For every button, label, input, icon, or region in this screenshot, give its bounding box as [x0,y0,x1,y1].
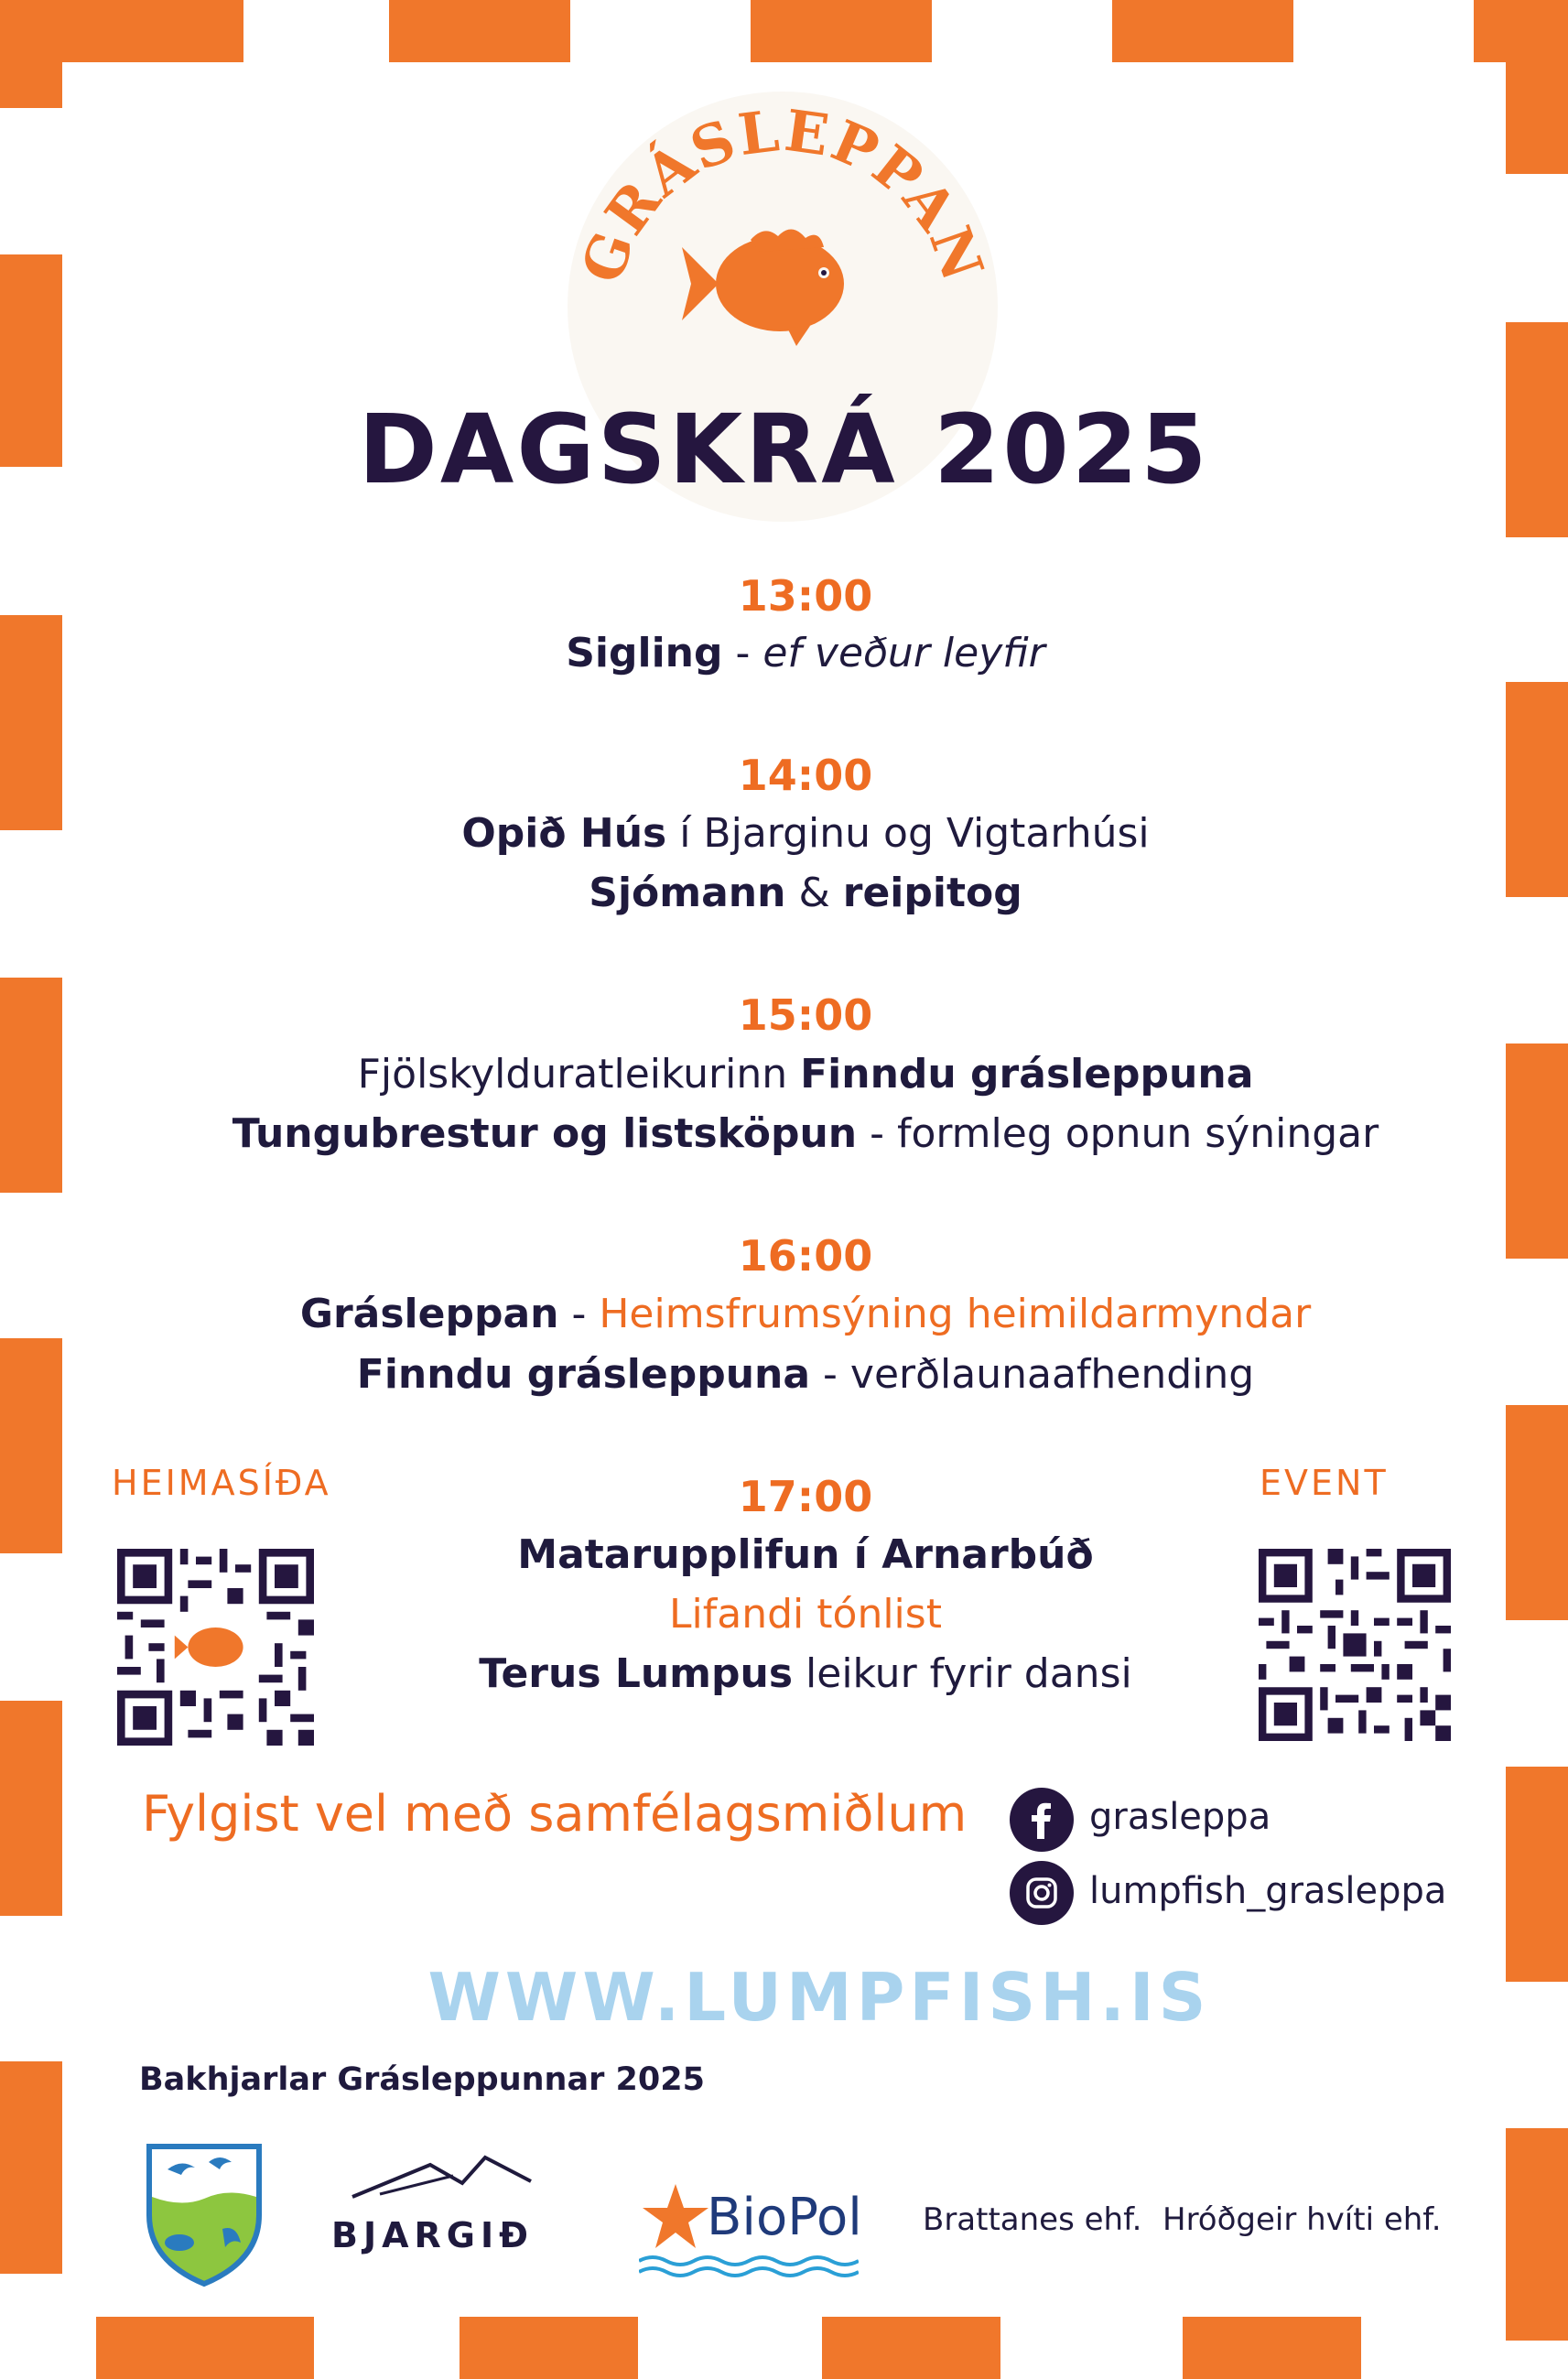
event-name: reipitog [842,870,1022,916]
time-slot-3: 15:00 [738,990,873,1040]
event-line [0,1051,1568,1098]
border-segment [0,1701,62,1916]
border-segment [0,0,62,108]
border-segment [822,2317,1000,2379]
instagram-handle[interactable]: lumpfish_grasleppa [1089,1870,1447,1912]
page-title: DAGSKRÁ 2025 [358,394,1210,505]
event-line [0,1110,1568,1157]
separator: & [785,870,843,916]
border-segment [1183,2317,1361,2379]
qr-code-homepage[interactable] [117,1549,314,1746]
event-name: Sigling [566,630,723,676]
event-line [0,870,1568,916]
event-detail: leikur fyrir dansi [793,1650,1132,1697]
qr-code-event[interactable] [1259,1549,1451,1741]
border-segment [96,2317,314,2379]
event-name: Opið Hús [461,810,667,857]
event-line [0,1351,1568,1398]
event-line [0,1291,1568,1337]
municipality-crest-icon [145,2142,264,2288]
event-line: Matarupplifun í Arnarbúð [517,1531,1094,1578]
event-line [0,810,1568,857]
event-detail: verðlaunaafhending [849,1351,1255,1398]
bjargid-wordmark: BJARGIÐ [331,2215,534,2255]
time-slot-2: 14:00 [738,751,873,800]
fish-icon [677,220,860,348]
biopol-wordmark: BioPol [707,2188,862,2247]
event-name: Sjómann [589,870,786,916]
time-slot-1: 13:00 [738,571,873,621]
border-segment [1112,0,1293,62]
event-name: Grásleppan [299,1291,559,1337]
wave-icon [639,2254,859,2279]
event-name: Tungubrestur og listsköpun [232,1110,858,1157]
starfish-icon [639,2180,712,2254]
event-detail: - formleg opnun sýningar [857,1110,1379,1157]
follow-text: Fylgist vel með samfélagsmiðlum [142,1785,968,1843]
separator: - [558,1291,600,1337]
website-link[interactable]: WWW.LUMPFISH.IS [427,1959,1211,2036]
instagram-icon[interactable] [1010,1861,1074,1925]
border-segment [751,0,932,62]
time-slot-5: 17:00 [738,1472,873,1521]
border-segment [1506,62,1568,174]
event-detail: Fjölskylduratleikurinn [357,1051,801,1098]
event-name: Terus Lumpus [479,1650,794,1697]
separator: - [810,1351,850,1398]
border-segment [1506,2128,1568,2341]
border-segment [389,0,570,62]
sponsor-hrodgeir: Hróðgeir hvíti ehf. [1162,2201,1442,2238]
event-detail: í Bjarginu og Vigtarhúsi [666,810,1150,857]
event-highlight: Lifandi tónlist [669,1591,942,1638]
border-segment [0,2061,62,2274]
sponsor-brattanes: Brattanes ehf. [923,2201,1142,2238]
separator: - [722,630,763,676]
facebook-icon[interactable] [1010,1788,1074,1852]
border-segment [1474,0,1568,62]
qr-label-event: EVENT [1260,1463,1389,1503]
event-note: ef veður leyfir [762,630,1045,676]
time-slot-4: 16:00 [738,1231,873,1281]
logo-wordmark: GRÁSLEPPAN [568,96,998,291]
event-name: Finndu grásleppuna [356,1351,811,1398]
border-segment [62,0,243,62]
event-line [0,630,1568,676]
qr-label-homepage: HEIMASÍÐA [112,1463,331,1503]
event-name: Finndu grásleppuna [800,1051,1254,1098]
event-highlight: Heimsfrumsýning heimildarmyndar [599,1291,1312,1337]
border-segment [1506,1767,1568,1982]
facebook-handle[interactable]: grasleppa [1089,1796,1271,1838]
sponsors-title: Bakhjarlar Grásleppunnar 2025 [139,2061,705,2098]
border-segment [460,2317,638,2379]
bjargid-logo [325,2147,545,2211]
